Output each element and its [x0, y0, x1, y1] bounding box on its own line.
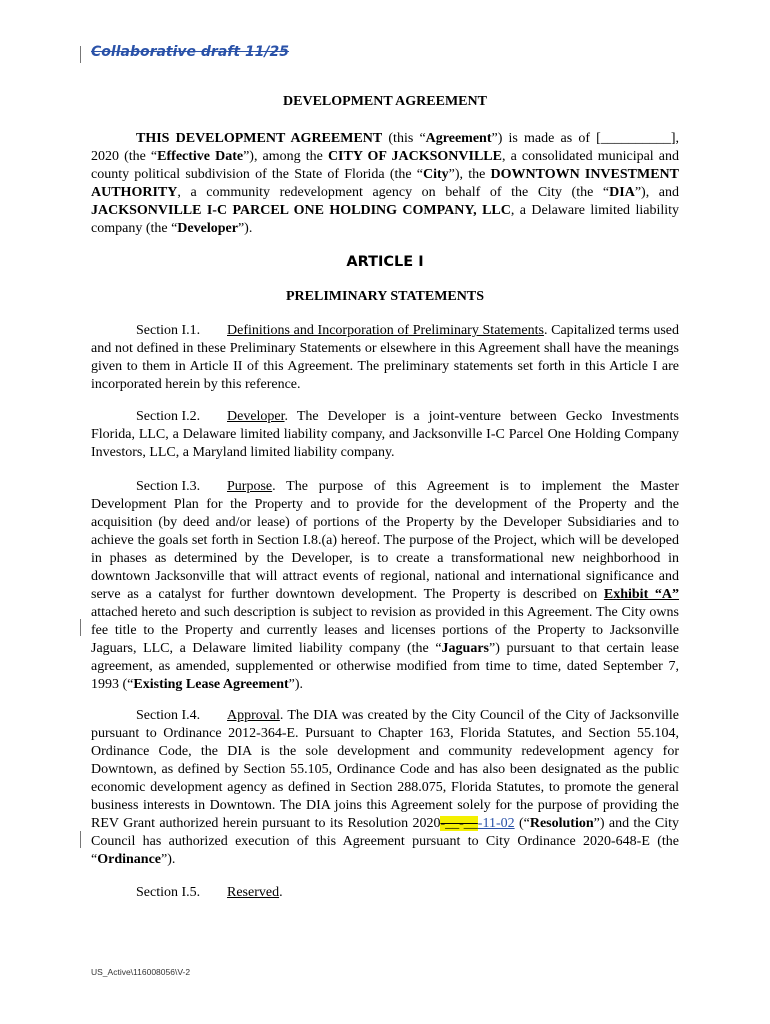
intro-paragraph: THIS DEVELOPMENT AGREEMENT (this “Agreement”) is made as of [__________], 2020 (the “Effective Date”), among the CITY OF JACKSONVILLE, a consolidated municipal and county political subdivision of the State of Florida (the “City”), the DOWNTOWN INVESTMENT AUTHORITY, a community redevelopment agency on behalf of the City (the “DIA”), and JACKSONVILLE I-C PARCEL ONE HOLDING COMPANY, LLC, a Delaware limited liability company (the “Developer”).	[91, 131, 680, 236]
section-number: Section I.5.	[136, 885, 201, 900]
tracked-insertion: -11-02	[477, 816, 515, 831]
section-heading: Approval	[227, 708, 280, 723]
document-title: DEVELOPMENT AGREEMENT	[283, 94, 487, 109]
section-heading: Definitions and Incorporation of Preliminary Statements	[227, 323, 544, 338]
change-bar	[80, 46, 81, 63]
section-5: Section I.5. Reserved.	[136, 885, 283, 900]
section-heading: Developer	[227, 409, 285, 424]
tracked-deletion: -__-__	[440, 816, 478, 831]
section-number: Section I.1.	[136, 323, 201, 338]
section-number: Section I.4.	[136, 708, 201, 723]
section-1: Section I.1. Definitions and Incorporation of Preliminary Statements. Capitalized terms used and not defined in these Preliminary Statements or elsewhere in this Agreement shall have the meanings given to them in Article II of this Agreement. The preliminary statements set forth in this Article I are incorporated herein by this reference.	[91, 323, 679, 392]
section-heading: Reserved	[227, 885, 280, 900]
article-heading: ARTICLE I	[346, 254, 424, 270]
intro-party-term: THIS DEVELOPMENT AGREEMENT	[136, 131, 383, 146]
section-number: Section I.3.	[136, 479, 201, 494]
section-number: Section I.2.	[136, 409, 201, 424]
section-3: Section I.3. Purpose. The purpose of this Agreement is to implement the Master Development Plan for the Property and to provide for the development of the Property and the acquisition (by deed and/or lease) of portions of the Property by the Developer Subsidiaries and to achieve the goals set forth in Section I.8.(a) hereof. The purpose of the Project, which will be developed in phases as determined by the Developer, is to create a transformational new neighborhood in downtown Jacksonville that will attract events of regional, national and international significance and serve as a catalyst for further downtown development. The Property is described on Exhibit “A” attached hereto and such description is subject to revision as provided in this Agreement. The City owns fee title to the Property and currently leases and licenses portions of the Property to Jacksonville Jaguars, LLC, a Delaware limited liability company (the “Jaguars”) pursuant to that certain lease agreement, as amended, supplemented or otherwise modified from time to time, dated September 7, 1993 (“Existing Lease Agreement”).	[91, 479, 680, 692]
article-subheading: PRELIMINARY STATEMENTS	[286, 289, 484, 304]
document-footer-id: US_Active\116008056\V-2	[91, 967, 191, 977]
section-4: Section I.4. Approval. The DIA was created by the City Council of the City of Jacksonville pursuant to Ordinance 2012-364-E. Pursuant to Chapter 163, Florida Statutes, and Section 55.104, Ordinance Code, the DIA is the sole development and community redevelopment agency for Downtown, as defined by Section 55.105, Ordinance Code and has also been designated as the public economic development agency as defined in Section 288.075, Florida Statutes, to promote the general business interests in Downtown. The DIA joins this Agreement solely for the purpose of providing the REV Grant authorized herein pursuant to its Resolution 2020-__-__-11-02 (“Resolution”) and the City Council has authorized execution of this Agreement pursuant to City Ordinance 2020-648-E (the “Ordinance”).	[91, 708, 679, 867]
draft-label: Collaborative draft 11/25	[91, 44, 290, 60]
section-2: Section I.2. Developer. The Developer is a joint-venture between Gecko Investments Florida, LLC, a Delaware limited liability company, and Jacksonville I-C Parcel One Holding Company Investors, LLC, a Maryland limited liability company.	[91, 409, 679, 460]
exhibit-reference: Exhibit “A”	[603, 587, 680, 602]
section-heading: Purpose	[227, 479, 273, 494]
change-bar	[80, 619, 81, 636]
change-bar	[80, 831, 81, 848]
